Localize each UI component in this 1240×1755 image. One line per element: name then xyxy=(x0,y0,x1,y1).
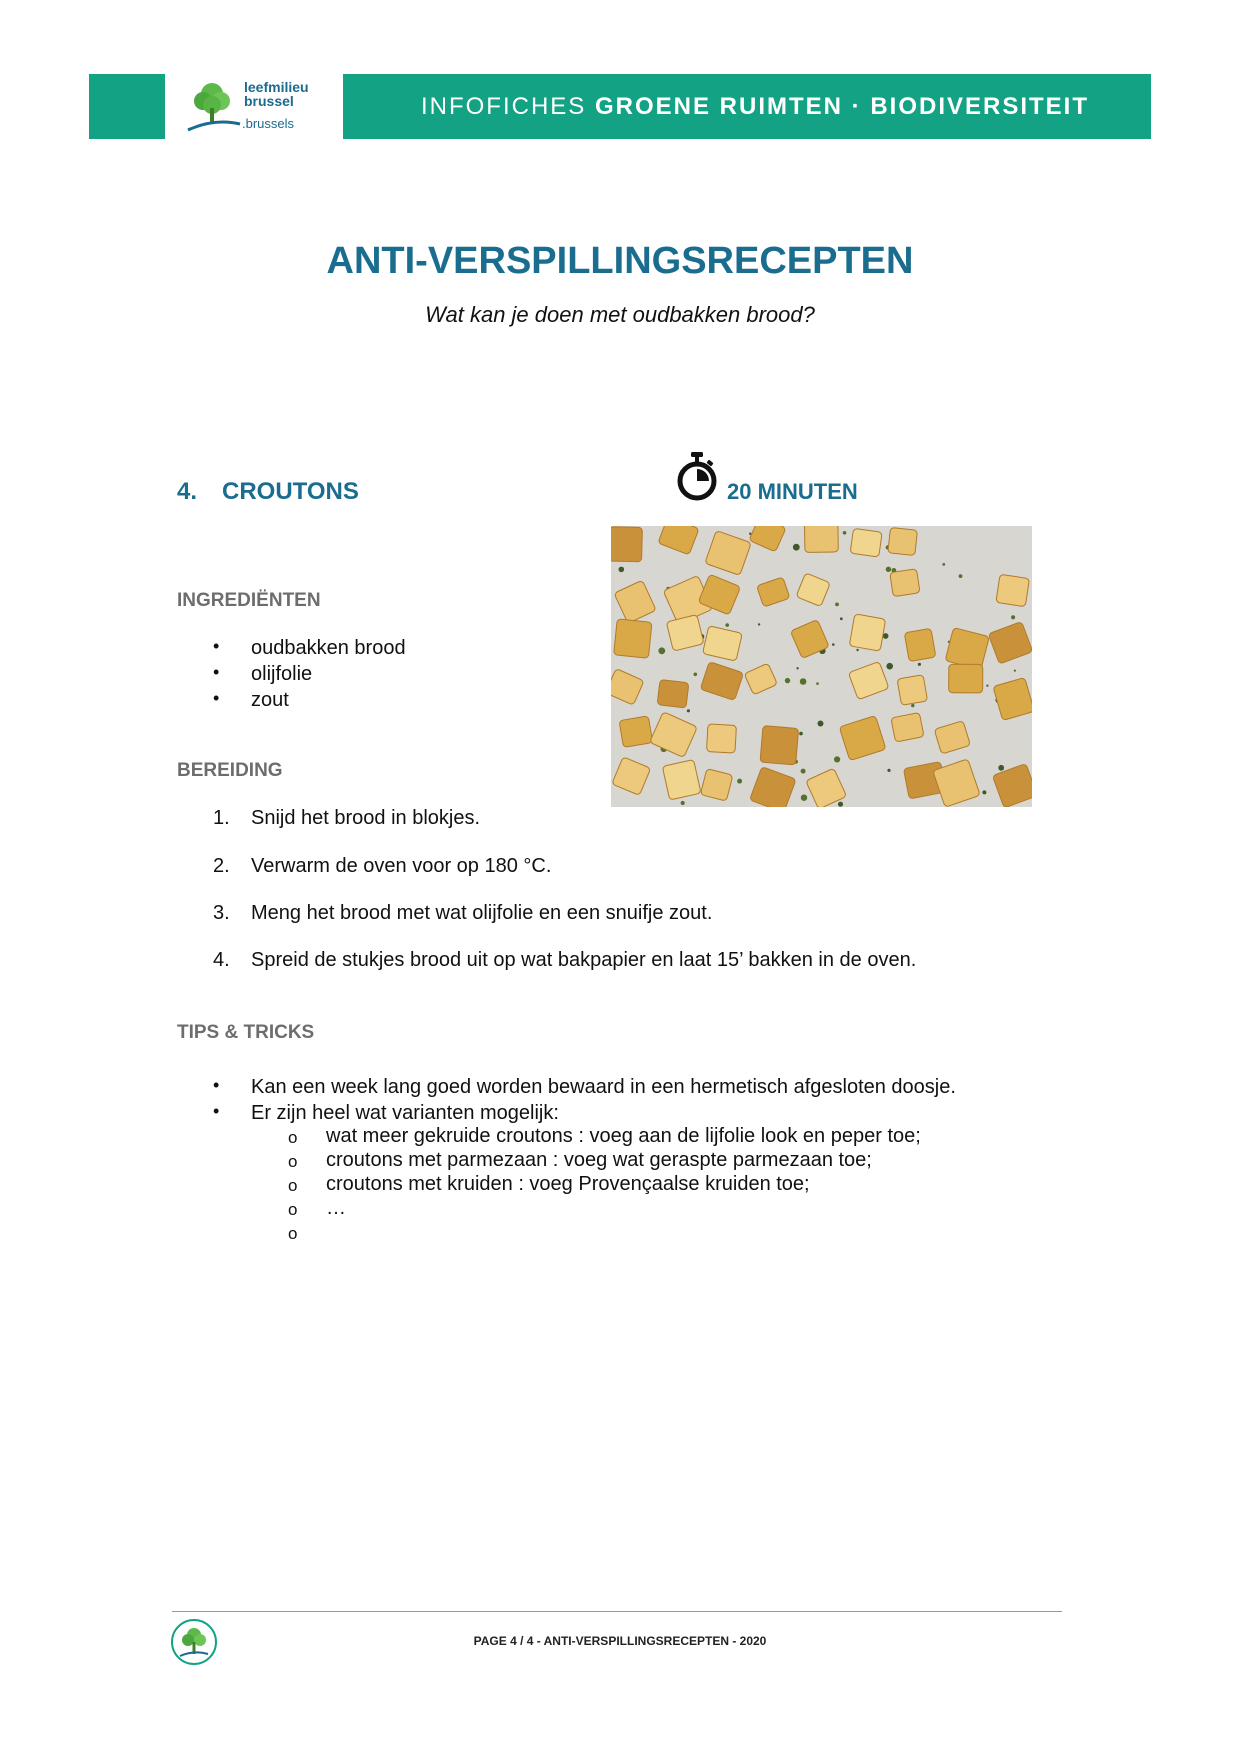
crouton xyxy=(850,528,882,557)
herb-speck xyxy=(796,667,798,669)
herb-speck xyxy=(834,756,840,762)
herb-speck xyxy=(942,563,945,566)
preparation-heading: BEREIDING xyxy=(177,760,283,781)
herb-speck xyxy=(694,673,698,677)
herb-speck xyxy=(737,779,742,784)
croutons-photo xyxy=(611,526,1032,807)
herb-speck xyxy=(816,682,819,685)
section-title: CROUTONS xyxy=(222,478,359,505)
herb-speck xyxy=(818,721,824,727)
sub-bullet: o xyxy=(288,1200,298,1219)
step-text: Verwarm de oven voor op 180 °C. xyxy=(251,855,552,877)
footer-divider xyxy=(172,1611,1062,1612)
stopwatch-icon xyxy=(676,451,718,501)
logo-line-1: leefmilieu xyxy=(244,79,309,95)
herb-speck xyxy=(918,663,921,666)
crouton xyxy=(888,527,918,555)
herb-speck xyxy=(619,567,625,573)
page-subtitle: Wat kan je doen met oudbakken brood? xyxy=(425,302,815,327)
ingredient-item: oudbakken brood xyxy=(251,637,406,659)
crouton xyxy=(619,716,653,748)
crouton xyxy=(614,619,652,658)
herb-speck xyxy=(658,647,665,654)
herb-speck xyxy=(793,544,800,551)
tip-subitem: wat meer gekruide croutons : voeg aan de lijfolie look en peper toe; xyxy=(326,1125,921,1147)
crouton xyxy=(657,680,689,709)
tip-subitem: croutons met parmezaan : voeg wat geraspte parmezaan toe; xyxy=(326,1149,872,1171)
logo-brussels: .brussels xyxy=(242,116,295,131)
header-band xyxy=(343,74,1151,139)
header-band-left xyxy=(89,74,165,139)
step-number: 4. xyxy=(213,949,230,971)
crouton xyxy=(706,724,736,753)
header-title xyxy=(405,93,1089,121)
tip-subitem: … xyxy=(326,1197,346,1219)
step-number: 3. xyxy=(213,902,230,924)
herb-speck xyxy=(800,678,807,685)
crouton xyxy=(891,712,924,742)
herb-speck xyxy=(1014,670,1016,672)
ingredient-item: olijfolie xyxy=(251,663,313,685)
herb-speck xyxy=(840,617,843,620)
step-text: Meng het brood met wat olijfolie en een snuifje zout. xyxy=(251,902,713,924)
crouton xyxy=(890,569,920,597)
ingredient-item: zout xyxy=(251,689,289,711)
header-title-light: INFOFICHES xyxy=(420,92,595,120)
sub-bullet: o xyxy=(288,1128,298,1147)
crouton xyxy=(904,628,936,661)
ingredients-heading: INGREDIËNTEN xyxy=(177,590,321,611)
header-title-bold: GROENE RUIMTEN · BIODIVERSITEIT xyxy=(594,92,1090,120)
bullet: • xyxy=(213,662,220,682)
tip-item: Kan een week lang goed worden bewaard in een hermetisch afgesloten doosje. xyxy=(251,1076,956,1098)
bullet: • xyxy=(213,688,220,708)
footer-page-info: PAGE 4 / 4 - ANTI-VERSPILLINGSRECEPTEN - 2020 xyxy=(473,1634,767,1648)
herb-speck xyxy=(1011,615,1015,619)
step-text: Snijd het brood in blokjes. xyxy=(251,807,481,829)
herb-speck xyxy=(886,663,893,670)
herb-speck xyxy=(725,623,729,627)
herb-speck xyxy=(887,769,890,772)
step-number: 1. xyxy=(213,807,230,829)
step-text: Spreid de stukjes brood uit op wat bakpapier en laat 15’ bakken in de oven. xyxy=(251,949,917,971)
herb-speck xyxy=(986,685,988,687)
sub-bullet: o xyxy=(288,1176,298,1195)
herb-speck xyxy=(911,704,914,707)
herb-speck xyxy=(801,769,806,774)
page-title: ANTI-VERSPILLINGSRECEPTEN xyxy=(326,240,914,282)
herb-speck xyxy=(843,531,847,535)
herb-speck xyxy=(856,649,858,651)
herb-speck xyxy=(758,623,760,625)
tips-heading: TIPS & TRICKS xyxy=(177,1022,315,1043)
croutons-image xyxy=(611,526,1032,807)
crouton xyxy=(897,675,928,706)
herb-speck xyxy=(801,795,807,801)
crouton xyxy=(996,574,1030,607)
crouton xyxy=(760,726,799,765)
leefmilieu-logo xyxy=(186,76,326,136)
herb-speck xyxy=(687,709,690,712)
tip-item: Er zijn heel wat varianten mogelijk: xyxy=(251,1102,559,1124)
herb-speck xyxy=(799,732,803,736)
tree-icon xyxy=(186,76,242,136)
logo-line-2: brussel xyxy=(244,93,294,109)
herb-speck xyxy=(982,790,986,794)
section-number: 4. xyxy=(177,478,198,505)
sub-bullet: o xyxy=(288,1224,298,1243)
sub-bullet: o xyxy=(288,1152,298,1171)
herb-speck xyxy=(959,574,963,578)
step-number: 2. xyxy=(213,855,230,877)
bullet: • xyxy=(213,1075,220,1095)
herb-speck xyxy=(832,643,835,646)
crouton xyxy=(662,759,701,800)
crouton xyxy=(611,527,642,562)
tip-subitem: croutons met kruiden : voeg Provençaalse kruiden toe; xyxy=(326,1173,810,1195)
crouton xyxy=(849,614,885,651)
herb-speck xyxy=(681,801,685,805)
crouton xyxy=(804,526,838,552)
crouton xyxy=(949,664,983,693)
herb-speck xyxy=(785,678,790,683)
herb-speck xyxy=(838,802,843,807)
herb-speck xyxy=(835,603,839,607)
prep-time: 20 MINUTEN xyxy=(727,479,858,504)
bullet: • xyxy=(213,636,220,656)
herb-speck xyxy=(886,567,891,572)
herb-speck xyxy=(998,765,1004,771)
logo-wordmark xyxy=(244,80,309,108)
bullet: • xyxy=(213,1101,220,1121)
